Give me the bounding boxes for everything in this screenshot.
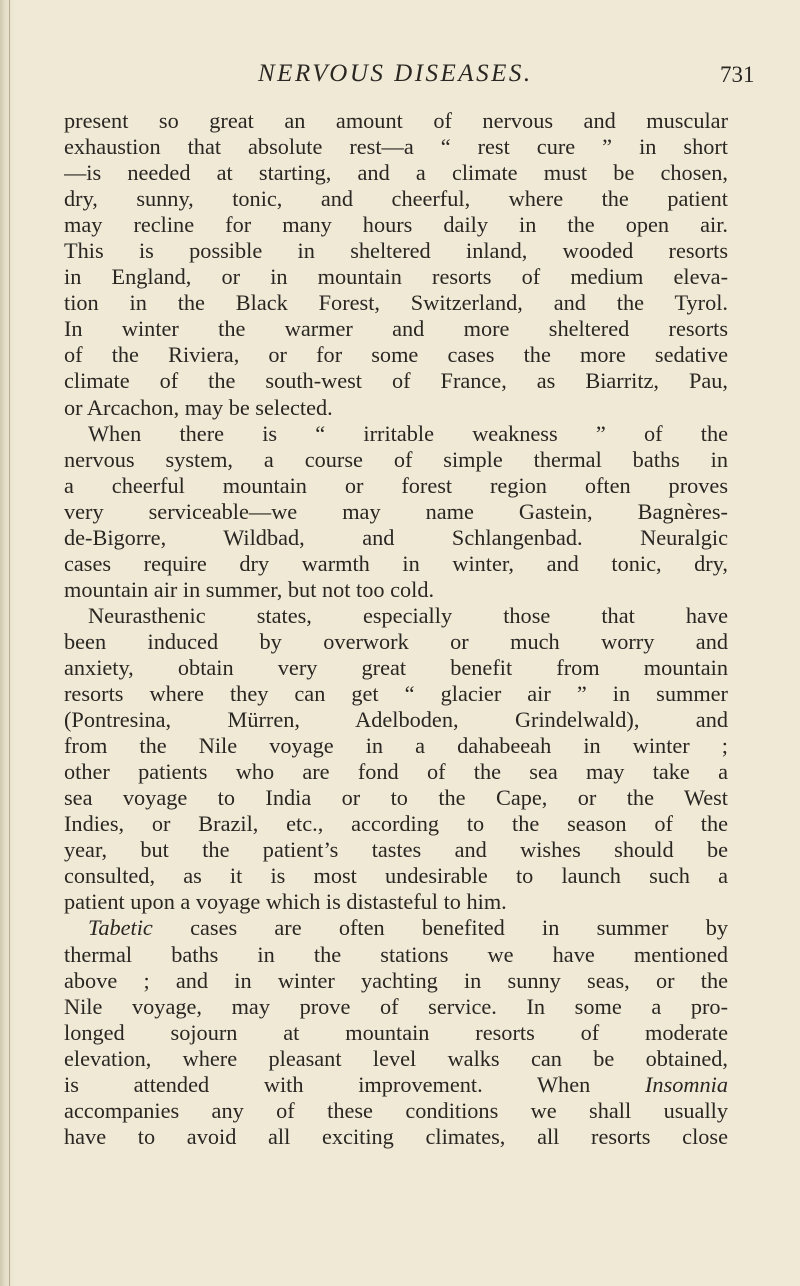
page-number: 731 [720, 62, 755, 87]
text-line: longed sojourn at mountain resorts of moderate [64, 1019, 728, 1045]
text-line: year, but the patient’s tastes and wishes should be [64, 837, 728, 863]
text-line: consulted, as it is most undesirable to launch such a [64, 863, 728, 889]
text-line: have to avoid all exciting climates, all resorts close [64, 1123, 728, 1149]
text-line: elevation, where pleasant level walks can be obtained, [64, 1045, 728, 1071]
text-line: exhaustion that absolute rest—a “ rest cure ” in short [64, 134, 728, 160]
text-line: In winter the warmer and more sheltered resorts [64, 316, 728, 342]
text-line: anxiety, obtain very great benefit from mountain [64, 654, 728, 680]
text-line: dry, sunny, tonic, and cheerful, where the patient [64, 186, 728, 212]
text-line: above ; and in winter yachting in sunny seas, or the [64, 967, 728, 993]
italic-term-tabetic: Tabetic [88, 915, 153, 941]
text-line: mountain air in summer, but not too cold. [64, 576, 435, 602]
text-line: nervous system, a course of simple thermal baths in [64, 446, 728, 472]
page-edge [0, 0, 16, 1286]
italic-term-insomnia: Insomnia [645, 1071, 728, 1097]
text-line: When there is “ irritable weakness ” of the [88, 420, 728, 446]
text-line: This is possible in sheltered inland, wooded resorts [64, 238, 728, 264]
text-line: accompanies any of these conditions we shall usually [64, 1097, 728, 1123]
body-text [64, 108, 728, 1150]
text-line: climate of the south-west of France, as Biarritz, Pau, [64, 368, 728, 394]
text-line: in England, or in mountain resorts of medium eleva- [64, 264, 728, 290]
text-line: patient upon a voyage which is distasteful to him. [64, 889, 507, 915]
text-line [64, 1072, 728, 1098]
text-line: Neurasthenic states, especially those that have [88, 602, 728, 628]
text-line: Nile voyage, may prove of service. In some a pro- [64, 993, 728, 1019]
text-line: sea voyage to India or to the Cape, or the West [64, 785, 728, 811]
text-line: of the Riviera, or for some cases the more sedative [64, 342, 728, 368]
binding-line [9, 0, 10, 1286]
text-line: may recline for many hours daily in the open air. [64, 212, 728, 238]
text-line: resorts where they can get “ glacier air ” in summer [64, 681, 728, 707]
text-line: cases require dry warmth in winter, and tonic, dry, [64, 550, 728, 576]
text-line: de-Bigorre, Wildbad, and Schlangenbad. Neuralgic [64, 524, 728, 550]
text-line: or Arcachon, may be selected. [64, 394, 333, 420]
text-fragment: is attended with improvement. When [64, 1071, 591, 1097]
text-line: very serviceable—we may name Gastein, Bagnères- [64, 498, 728, 524]
text-line: —is needed at starting, and a climate must be chosen, [64, 160, 728, 186]
text-line: thermal baths in the stations we have mentioned [64, 941, 728, 967]
text-line: from the Nile voyage in a dahabeeah in winter ; [64, 733, 728, 759]
text-line: other patients who are fond of the sea may take a [64, 759, 728, 785]
text-line: been induced by overwork or much worry and [64, 628, 728, 654]
running-head: NERVOUS DISEASES. [258, 60, 533, 87]
text-line: Indies, or Brazil, etc., according to the season of the [64, 811, 728, 837]
text-line: a cheerful mountain or forest region often proves [64, 472, 728, 498]
text-line [64, 915, 728, 941]
text-line: tion in the Black Forest, Switzerland, and the Tyrol. [64, 290, 728, 316]
text-line: present so great an amount of nervous and muscular [64, 108, 728, 133]
page-header [0, 54, 800, 94]
text-fragment: cases are often benefited in summer by [190, 915, 728, 941]
text-line: (Pontresina, Mürren, Adelboden, Grindelwald), and [64, 707, 728, 733]
